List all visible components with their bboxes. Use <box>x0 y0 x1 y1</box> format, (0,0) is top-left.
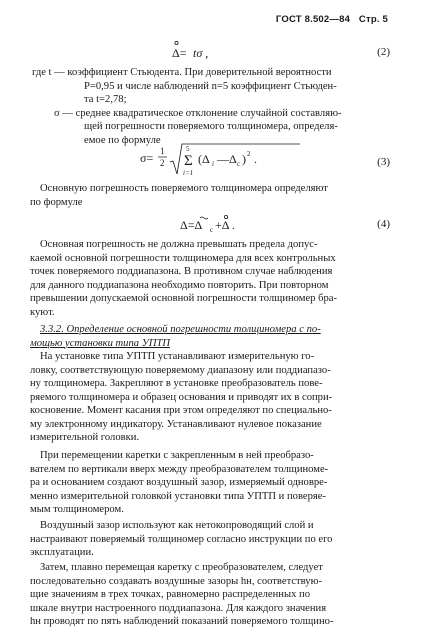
text-line: ра и основанием создают воздушный зазор, измеряемый одновре- <box>30 477 328 488</box>
formula-2-graphic <box>172 40 232 62</box>
text-line: настраивают поверяемый толщиномер согласно инструкции по его <box>30 533 333 545</box>
svg-text:Σ: Σ <box>184 153 193 169</box>
page-header <box>270 14 388 25</box>
svg-text:—Δ: —Δ <box>217 152 237 166</box>
svg-text:(Δ: (Δ <box>198 152 210 166</box>
paragraph-air-gap <box>30 519 392 560</box>
text-line: измерительной головки. <box>30 432 140 443</box>
text-line: Основная погрешность не должна превышать предела допус- <box>40 239 318 250</box>
text-line: куют. <box>30 306 55 318</box>
paragraph-gaps-tail <box>30 615 392 629</box>
text-line: При перемещении каретки с закрепленным в ней преобразо- <box>40 450 314 461</box>
text-line: эксплуатации. <box>30 547 94 558</box>
definition-line: P=0,95 и числе наблюдений n=5 коэффициент Стьюден- <box>84 80 337 92</box>
text-line: каемой основной погрешности толщиномера для всех контрольных <box>30 252 336 264</box>
svg-text:): ) <box>242 152 246 166</box>
definition-line: щей погрешности поверяемого толщиномера, определя- <box>84 121 338 132</box>
svg-text:5: 5 <box>186 145 190 153</box>
svg-text:Δ=: Δ= <box>172 46 187 60</box>
text-line: вателем по вертикали вверх между преобразователем толщиноме- <box>30 463 329 475</box>
svg-text:i=1: i=1 <box>183 169 194 177</box>
definition-line: σ — среднее квадратическое отклонение случайной составляю- <box>54 107 342 119</box>
text-line: Основную погрешность поверяемого толщиномера определяют <box>40 183 328 194</box>
formula-4-number: (4) <box>377 218 390 230</box>
svg-text:σ=: σ= <box>140 151 154 165</box>
formula-4-graphic <box>180 212 260 236</box>
formula-3-number: (3) <box>377 156 390 168</box>
page-number: Стр. 5 <box>358 14 388 25</box>
text-line: шкале внутри настроенного поддиапазона. Для каждого значения <box>30 602 327 614</box>
section-3-3-2-title <box>30 323 392 350</box>
text-line: косновение. Момент касания при этом определяют по специально- <box>30 405 332 416</box>
text-line: менно измерительной головкой установки типа УПТП и поверяе- <box>30 490 327 502</box>
text-line: последовательно создавать воздушные зазоры hн, соответствую- <box>30 575 323 587</box>
paragraph-gaps <box>30 561 392 615</box>
text-line: Затем, плавно перемещая каретку с преобразователем, следует <box>40 562 323 573</box>
definitions-block <box>30 66 392 147</box>
definition-line: та t=2,78; <box>84 94 127 105</box>
paragraph-limit <box>30 238 392 319</box>
text-line: ряемого толщиномера и образец основания и приводят их в сопри- <box>30 391 333 403</box>
text-line: точек поверяемого поддиапазона. В противном случае наблюдения <box>30 266 333 277</box>
standard-number: ГОСТ 8.502—84 <box>275 14 351 25</box>
definition-line: где t — коэффициент Стьюдента. При доверительной вероятности <box>32 67 332 78</box>
svg-text:i: i <box>212 160 214 168</box>
svg-text:1: 1 <box>160 146 165 156</box>
paragraph-setup <box>30 350 392 445</box>
svg-text:Δ=Δ: Δ=Δ <box>180 218 203 232</box>
definition-line: емое по формуле <box>84 134 161 146</box>
formula-4 <box>180 212 260 239</box>
svg-text:+Δ .: +Δ . <box>215 218 235 232</box>
formula-3-graphic <box>140 142 320 178</box>
text-line: ну толщиномера. Закрепляют в установке преобразователь пове- <box>30 378 323 389</box>
text-line: по формуле <box>30 196 83 208</box>
text-line: му электронному индикатору. Устанавливают нулевое показание <box>30 418 322 430</box>
svg-text:.: . <box>254 152 257 166</box>
svg-text:c: c <box>237 160 241 168</box>
text-line: щие значениям в трех точках, равномерно распределенных по <box>30 589 310 600</box>
text-line: На установке типа УПТП устанавливают измерительную го- <box>40 351 315 362</box>
svg-text:c: c <box>210 226 214 234</box>
text-line: Воздушный зазор используют как нетокопроводящий слой и <box>40 520 314 531</box>
text-line: превышении допускаемой основной погрешности толщиномер бра- <box>30 293 338 304</box>
paragraph-carriage-move <box>30 449 392 517</box>
svg-text:2: 2 <box>247 150 251 158</box>
text-line: для данного поддиапазона необходимо повторить. При повторном <box>30 279 329 291</box>
section-title-line: 3.3.2. Определение основной погрешности толщиномера с по- <box>40 324 321 335</box>
formula-2-number: (2) <box>377 46 390 58</box>
svg-text:2: 2 <box>160 158 165 168</box>
svg-text:tσ ,: tσ , <box>193 46 209 60</box>
formula-2 <box>172 40 232 65</box>
section-title-line: мощью установки типа УПТП <box>30 337 171 349</box>
formula-3 <box>140 142 320 181</box>
paragraph-basic-error <box>30 182 392 209</box>
text-line: мым толщиномером. <box>30 504 124 515</box>
text-line: ловку, соответствующую поверяемому диапазону или поддиапазо- <box>30 364 331 376</box>
text-line: hн проводят по пять наблюдений показаний поверяемого толщино- <box>30 616 334 627</box>
